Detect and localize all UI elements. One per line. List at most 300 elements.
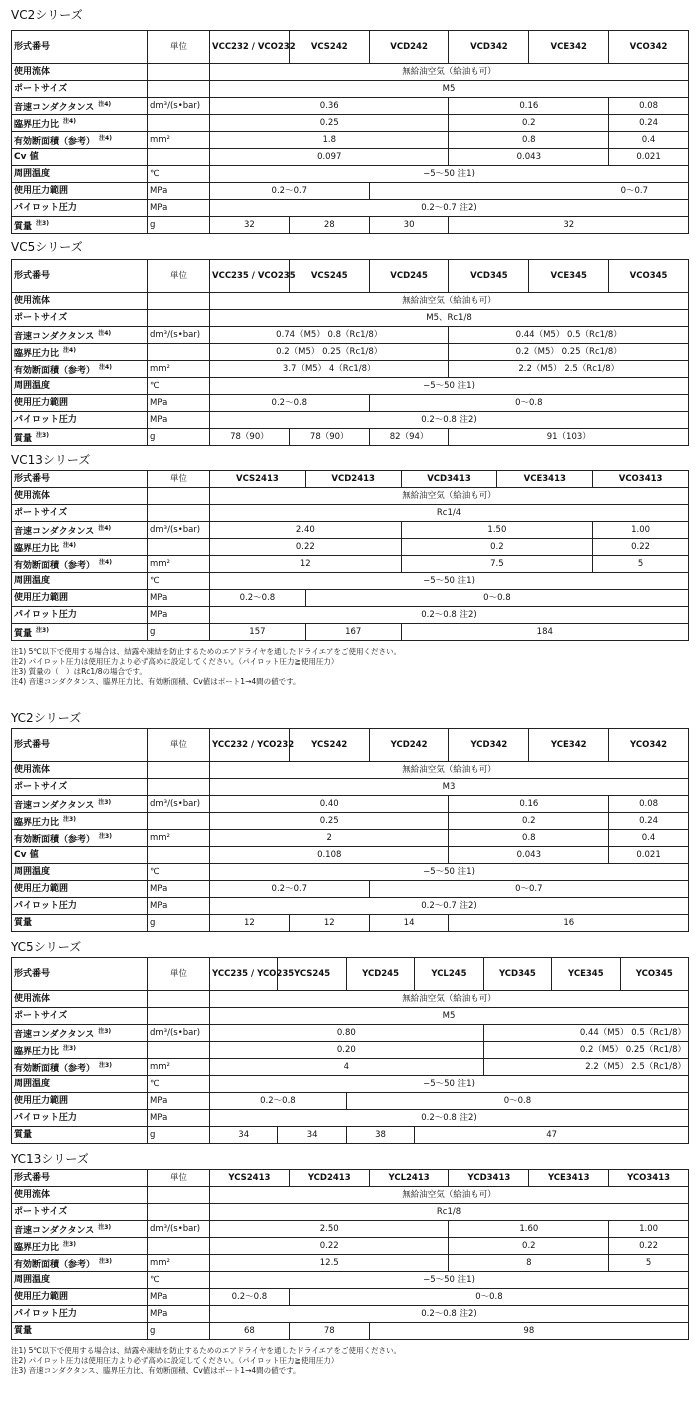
- row-label-text: 有効断面積（参考）: [14, 1063, 96, 1074]
- table-row: [12, 991, 689, 1008]
- row-note: 注3): [63, 1044, 76, 1052]
- cell-value: 47: [415, 1127, 689, 1144]
- cell-value: 0〜0.8: [346, 1093, 688, 1110]
- model-header: VCO345: [609, 260, 689, 293]
- row-label: パイロット圧力: [12, 1110, 148, 1127]
- model-header: YCS2413: [210, 1170, 290, 1187]
- row-label: ポートサイズ: [12, 81, 148, 98]
- row-unit: MPa: [148, 395, 210, 412]
- footnote: 注3) 質量の（ ）はRc1/8の場合です。: [11, 667, 147, 676]
- cell-value: 0.108: [210, 847, 449, 864]
- cell-value: 2.40: [210, 522, 402, 539]
- table-row: [12, 1093, 689, 1110]
- header-unit-label: 単位: [148, 260, 210, 293]
- table-row: [12, 1076, 689, 1093]
- row-label-text: 音速コンダクタンス: [14, 526, 95, 537]
- table-row: [12, 98, 689, 115]
- row-unit: mm²: [148, 830, 210, 847]
- cell-value: Rc1/4: [210, 505, 689, 522]
- row-label: [12, 217, 148, 234]
- cell-value: 0.2〜0.7 注2): [210, 898, 689, 915]
- row-label: 周囲温度: [12, 1076, 148, 1093]
- row-label: 周囲温度: [12, 378, 148, 395]
- row-label: 周囲温度: [12, 573, 148, 590]
- table-row: [12, 813, 689, 830]
- cell-value: 無給油空気（給油も可）: [210, 488, 689, 505]
- spec-table-vc5: [11, 259, 689, 446]
- cell-value: 12: [210, 915, 290, 932]
- cell-value: 無給油空気（給油も可）: [210, 762, 689, 779]
- table-row: [12, 200, 689, 217]
- table-header-row: [12, 958, 689, 991]
- row-unit: mm²: [148, 361, 210, 378]
- footnotes-yc: [11, 1346, 401, 1376]
- row-unit: dm³/(s•bar): [148, 796, 210, 813]
- cell-value: 2: [210, 830, 449, 847]
- row-unit: MPa: [148, 412, 210, 429]
- row-label-text: 有効断面積（参考）: [14, 560, 96, 571]
- table-row: [12, 64, 689, 81]
- model-header: VCS2413: [210, 471, 306, 488]
- cell-value: 0.2〜0.8 注2): [210, 1110, 689, 1127]
- row-label: 使用流体: [12, 293, 148, 310]
- row-label-text: 音速コンダクタンス: [14, 102, 95, 113]
- cell-value: 0〜0.8: [305, 590, 688, 607]
- row-label-text: 質量: [14, 221, 33, 232]
- cell-value: 0.80: [210, 1025, 484, 1042]
- cell-value: M5: [210, 1008, 689, 1025]
- cell-value: M5、Rc1/8: [210, 310, 689, 327]
- table-row: [12, 1289, 689, 1306]
- row-label: [12, 115, 148, 132]
- table-row: [12, 539, 689, 556]
- row-label: 使用圧力範囲: [12, 183, 148, 200]
- cell-value: 無給油空気（給油も可）: [210, 991, 689, 1008]
- cell-value: −5〜50 注1): [210, 166, 689, 183]
- cell-value: 0.25: [210, 115, 449, 132]
- row-label: [12, 1255, 148, 1272]
- row-unit: [148, 1042, 210, 1059]
- section-title-yc2: YC2シリーズ: [11, 711, 82, 725]
- row-label: [12, 1238, 148, 1255]
- row-label: [12, 344, 148, 361]
- row-unit: [148, 1238, 210, 1255]
- table-row: [12, 81, 689, 98]
- row-unit: mm²: [148, 132, 210, 149]
- row-unit: mm²: [148, 556, 210, 573]
- cell-value: 82（94）: [369, 429, 449, 446]
- cell-value: 0.40: [210, 796, 449, 813]
- header-unit-label: 単位: [148, 31, 210, 64]
- table-row: [12, 864, 689, 881]
- cell-value: 0.22: [593, 539, 689, 556]
- cell-value: 5: [593, 556, 689, 573]
- cell-value: 1.60: [449, 1221, 609, 1238]
- model-header: YCC232 / YCO232: [210, 729, 290, 762]
- row-label: 質量: [12, 1127, 148, 1144]
- model-header: VCS245: [289, 260, 369, 293]
- footnote: 注1) 5℃以下で使用する場合は、結露や凍結を防止するためのエアドライヤを通したドライエアをご使用ください。: [11, 1346, 402, 1355]
- row-label: パイロット圧力: [12, 1306, 148, 1323]
- row-unit: g: [148, 915, 210, 932]
- row-note: 注4): [63, 346, 76, 354]
- row-label-text: 有効断面積（参考）: [14, 365, 96, 376]
- cell-value: 78（90）: [210, 429, 290, 446]
- model-header: VCO3413: [593, 471, 689, 488]
- section-title-vc13: VC13シリーズ: [11, 453, 91, 467]
- row-note: 注3): [63, 1240, 76, 1248]
- row-unit: MPa: [148, 1306, 210, 1323]
- cell-value: 3.7（M5） 4（Rc1/8）: [210, 361, 449, 378]
- row-note: 注3): [36, 431, 49, 439]
- cell-value: 0.2〜0.7 注2): [210, 200, 689, 217]
- cell-value: 0.25: [210, 813, 449, 830]
- cell-value: 0.24: [609, 813, 689, 830]
- row-label: [12, 98, 148, 115]
- row-label: 使用圧力範囲: [12, 590, 148, 607]
- row-label: Cv 値: [12, 149, 148, 166]
- cell-value: M3: [210, 779, 689, 796]
- section-title-yc13: YC13シリーズ: [11, 1152, 89, 1166]
- table-row: [12, 183, 689, 200]
- row-label-text: 臨界圧力比: [14, 817, 60, 828]
- cell-value: 34: [278, 1127, 346, 1144]
- row-unit: MPa: [148, 1289, 210, 1306]
- cell-value: 0.22: [210, 539, 402, 556]
- header-unit-label: 単位: [148, 471, 210, 488]
- table-row: [12, 1204, 689, 1221]
- cell-value: 68: [210, 1323, 290, 1340]
- row-unit: MPa: [148, 1110, 210, 1127]
- model-header: YCO342: [609, 729, 689, 762]
- row-label: [12, 1042, 148, 1059]
- table-row: [12, 915, 689, 932]
- row-unit: dm³/(s•bar): [148, 98, 210, 115]
- spec-table-yc2: [11, 728, 689, 932]
- row-label-text: 質量: [14, 628, 33, 639]
- model-header: VCC232 / VCO232: [210, 31, 290, 64]
- cell-value: −5〜50 注1): [210, 378, 689, 395]
- row-note: 注4): [99, 134, 112, 142]
- row-unit: MPa: [148, 881, 210, 898]
- cell-value: 0.74（M5） 0.8（Rc1/8）: [210, 327, 449, 344]
- row-label-text: 臨界圧力比: [14, 119, 60, 130]
- row-unit: MPa: [148, 1093, 210, 1110]
- header-unit-label: 単位: [148, 1170, 210, 1187]
- row-unit: ℃: [148, 378, 210, 395]
- header-model-label: 形式番号: [12, 260, 148, 293]
- row-label: 使用流体: [12, 991, 148, 1008]
- table-row: [12, 522, 689, 539]
- table-row: [12, 132, 689, 149]
- row-label: 使用流体: [12, 1187, 148, 1204]
- cell-value: 1.8: [210, 132, 449, 149]
- table-row: [12, 1221, 689, 1238]
- row-unit: MPa: [148, 183, 210, 200]
- cell-value: 0.16: [449, 796, 609, 813]
- row-label: パイロット圧力: [12, 898, 148, 915]
- row-label-text: 音速コンダクタンス: [14, 800, 95, 811]
- cell-value: −5〜50 注1): [210, 864, 689, 881]
- cell-value: 0.2〜0.8 注2): [210, 1306, 689, 1323]
- table-row: [12, 1059, 689, 1076]
- cell-value: 0.2〜0.8: [210, 395, 370, 412]
- header-model-label: 形式番号: [12, 1170, 148, 1187]
- cell-value: Rc1/8: [210, 1204, 689, 1221]
- row-unit: ℃: [148, 1076, 210, 1093]
- row-note: 注3): [99, 832, 112, 840]
- row-label-text: 臨界圧力比: [14, 348, 60, 359]
- cell-value: 0.2〜0.8 注2): [210, 607, 689, 624]
- row-label: [12, 1221, 148, 1238]
- row-label: [12, 327, 148, 344]
- cell-value: 1.50: [401, 522, 593, 539]
- table-row: [12, 429, 689, 446]
- table-header-row: [12, 31, 689, 64]
- model-header: VCD242: [369, 31, 449, 64]
- table-row: [12, 1272, 689, 1289]
- model-header: VCD3413: [401, 471, 497, 488]
- cell-value: 32: [210, 217, 290, 234]
- cell-value: 0.24: [609, 115, 689, 132]
- row-label: 周囲温度: [12, 1272, 148, 1289]
- cell-value: 2.2（M5） 2.5（Rc1/8）: [449, 361, 689, 378]
- model-header: YCD3413: [449, 1170, 529, 1187]
- row-label: パイロット圧力: [12, 412, 148, 429]
- row-label: ポートサイズ: [12, 310, 148, 327]
- cell-value: 38: [346, 1127, 414, 1144]
- row-label-text: 音速コンダクタンス: [14, 1029, 95, 1040]
- row-unit: [148, 813, 210, 830]
- model-header: VCO342: [609, 31, 689, 64]
- row-unit: [148, 539, 210, 556]
- cell-value: 0.22: [210, 1238, 449, 1255]
- model-header: YCL2413: [369, 1170, 449, 1187]
- row-note: 注3): [36, 219, 49, 227]
- model-header: VCD245: [369, 260, 449, 293]
- table-row: [12, 1323, 689, 1340]
- cell-value: 0〜0.8: [369, 395, 688, 412]
- cell-value: 98: [369, 1323, 688, 1340]
- model-header: VCC235 / VCO235: [210, 260, 290, 293]
- cell-value: 0.021: [609, 847, 689, 864]
- table-row: [12, 1025, 689, 1042]
- cell-value: 0.2（M5） 0.25（Rc1/8）: [483, 1042, 688, 1059]
- cell-value: −5〜50 注1): [210, 573, 689, 590]
- model-header: YCD342: [449, 729, 529, 762]
- model-header: YCD242: [369, 729, 449, 762]
- table-row: [12, 378, 689, 395]
- row-label-text: 有効断面積（参考）: [14, 834, 96, 845]
- cell-value: M5: [210, 81, 689, 98]
- row-note: 注3): [98, 1223, 112, 1231]
- row-label: Cv 値: [12, 847, 148, 864]
- row-unit: g: [148, 429, 210, 446]
- row-label: 周囲温度: [12, 864, 148, 881]
- table-row: [12, 488, 689, 505]
- row-label: [12, 830, 148, 847]
- row-label: 質量: [12, 915, 148, 932]
- cell-value: 0.22: [609, 1238, 689, 1255]
- table-header-row: [12, 729, 689, 762]
- cell-value: 14: [369, 915, 449, 932]
- cell-value: 0.8: [449, 132, 609, 149]
- table-header-row: [12, 1170, 689, 1187]
- row-label: ポートサイズ: [12, 1204, 148, 1221]
- table-row: [12, 505, 689, 522]
- spec-table-yc5: [11, 957, 689, 1144]
- row-label: パイロット圧力: [12, 200, 148, 217]
- cell-value: 34: [210, 1127, 278, 1144]
- cell-value: 1.00: [593, 522, 689, 539]
- row-label: パイロット圧力: [12, 607, 148, 624]
- table-row: [12, 149, 689, 166]
- table-row: [12, 1238, 689, 1255]
- table-row: [12, 1306, 689, 1323]
- model-header: VCS242: [289, 31, 369, 64]
- table-row: [12, 779, 689, 796]
- table-row: [12, 556, 689, 573]
- row-label-text: 臨界圧力比: [14, 1046, 60, 1057]
- footnotes-vc: [11, 647, 401, 687]
- row-unit: dm³/(s•bar): [148, 1221, 210, 1238]
- row-label: 使用圧力範囲: [12, 1289, 148, 1306]
- table-row: [12, 607, 689, 624]
- table-row: [12, 573, 689, 590]
- row-note: 注3): [63, 815, 76, 823]
- row-unit: mm²: [148, 1255, 210, 1272]
- row-unit: [148, 344, 210, 361]
- cell-value: 12: [289, 915, 369, 932]
- cell-value: 0.2〜0.7: [210, 881, 370, 898]
- cell-value: 0.16: [449, 98, 609, 115]
- row-label: [12, 132, 148, 149]
- row-unit: g: [148, 1127, 210, 1144]
- cell-value: 7.5: [401, 556, 593, 573]
- model-header: YCL245: [415, 958, 483, 991]
- table-row: [12, 115, 689, 132]
- row-unit: ℃: [148, 573, 210, 590]
- table-row: [12, 1042, 689, 1059]
- model-header: VCE3413: [497, 471, 593, 488]
- cell-value: 0.2: [449, 813, 609, 830]
- model-header: VCD345: [449, 260, 529, 293]
- cell-value: 30: [369, 217, 449, 234]
- cell-value: 16: [449, 915, 689, 932]
- section-title-vc2: VC2シリーズ: [11, 8, 83, 22]
- cell-value: 無給油空気（給油も可）: [210, 64, 689, 81]
- row-label-text: 有効断面積（参考）: [14, 1259, 96, 1270]
- cell-value: 0.2: [449, 1238, 609, 1255]
- cell-value: 28: [289, 217, 369, 234]
- row-label-text: 有効断面積（参考）: [14, 136, 96, 147]
- cell-value: 4: [210, 1059, 484, 1076]
- row-label: 使用流体: [12, 762, 148, 779]
- cell-value: 0.2: [449, 115, 609, 132]
- model-header: VCE342: [529, 31, 609, 64]
- cell-value: 12: [210, 556, 402, 573]
- table-row: [12, 327, 689, 344]
- row-label-text: 質量: [14, 433, 33, 444]
- table-row: [12, 217, 689, 234]
- cell-value: 0.2〜0.8: [210, 1289, 290, 1306]
- row-label: [12, 539, 148, 556]
- table-row: [12, 590, 689, 607]
- row-label: 質量: [12, 1323, 148, 1340]
- header-model-label: 形式番号: [12, 471, 148, 488]
- cell-value: 無給油空気（給油も可）: [210, 1187, 689, 1204]
- row-note: 注3): [98, 798, 112, 806]
- cell-value: 0.20: [210, 1042, 484, 1059]
- cell-value: 0.043: [449, 847, 609, 864]
- cell-value: 無給油空気（給油も可）: [210, 293, 689, 310]
- footnote: 注3) 音速コンダクタンス、臨界圧力比、有効断面積、Cv値はポート1→4間の値です。: [11, 1366, 301, 1375]
- table-row: [12, 310, 689, 327]
- table-row: [12, 395, 689, 412]
- table-header-row: [12, 471, 689, 488]
- footnote: 注2) パイロット圧力は使用圧力より必ず高めに設定してください。（パイロット圧力≧使用圧力）: [11, 1356, 339, 1365]
- model-header: YCE342: [529, 729, 609, 762]
- row-note: 注3): [98, 1027, 112, 1035]
- header-unit-label: 単位: [148, 729, 210, 762]
- cell-value: 0.2: [401, 539, 593, 556]
- cell-value: 0.08: [609, 98, 689, 115]
- model-header: YCE3413: [529, 1170, 609, 1187]
- row-note: 注4): [98, 329, 112, 337]
- row-unit: MPa: [148, 590, 210, 607]
- row-label: 使用流体: [12, 488, 148, 505]
- row-label: [12, 1059, 148, 1076]
- cell-value: 0.2〜0.8 注2): [210, 412, 689, 429]
- cell-value: 0.2（M5） 0.25（Rc1/8）: [210, 344, 449, 361]
- cell-value: 1.00: [609, 1221, 689, 1238]
- row-unit: ℃: [148, 864, 210, 881]
- cell-value: 0.021: [609, 149, 689, 166]
- row-label: [12, 796, 148, 813]
- table-row: [12, 762, 689, 779]
- row-label: ポートサイズ: [12, 505, 148, 522]
- cell-value: 0.4: [609, 132, 689, 149]
- cell-value: 78: [289, 1323, 369, 1340]
- header-model-label: 形式番号: [12, 958, 148, 991]
- cell-value: 0.2〜0.8: [210, 590, 306, 607]
- model-header: YCE345: [552, 958, 620, 991]
- row-label: 使用圧力範囲: [12, 881, 148, 898]
- cell-value: 5: [609, 1255, 689, 1272]
- row-unit: ℃: [148, 166, 210, 183]
- row-note: 注3): [99, 1061, 112, 1069]
- model-header: VCD2413: [305, 471, 401, 488]
- section-title-yc5: YC5シリーズ: [11, 940, 82, 954]
- spec-table-vc13: [11, 470, 689, 641]
- row-unit: MPa: [148, 898, 210, 915]
- cell-value: 78（90）: [289, 429, 369, 446]
- table-row: [12, 898, 689, 915]
- row-note: 注3): [99, 1257, 112, 1265]
- row-label-text: 音速コンダクタンス: [14, 331, 95, 342]
- row-unit: g: [148, 1323, 210, 1340]
- table-row: [12, 830, 689, 847]
- table-row: [12, 881, 689, 898]
- row-label: [12, 522, 148, 539]
- model-header: YCS245: [278, 958, 346, 991]
- row-unit: MPa: [148, 200, 210, 217]
- cell-value: 0.2〜0.8: [210, 1093, 347, 1110]
- row-label: 使用圧力範囲: [12, 395, 148, 412]
- table-row: [12, 847, 689, 864]
- model-header: YCD2413: [289, 1170, 369, 1187]
- table-row: [12, 293, 689, 310]
